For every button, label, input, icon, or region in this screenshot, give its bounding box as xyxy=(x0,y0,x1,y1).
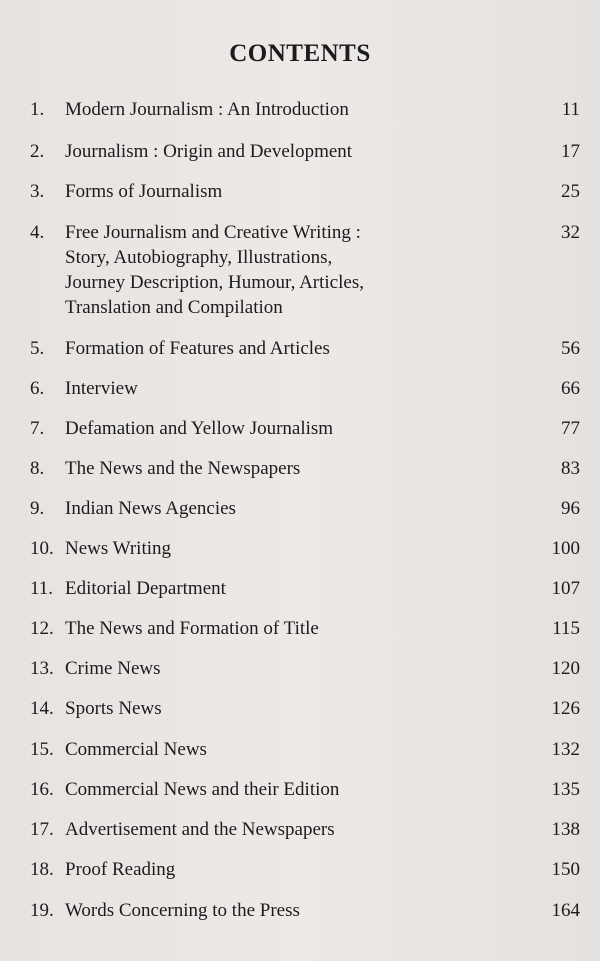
chapter-title xyxy=(65,376,465,401)
chapter-title-line: Formation of Features and Articles xyxy=(65,338,330,359)
chapter-title xyxy=(65,696,465,721)
page-title: CONTENTS xyxy=(229,40,371,67)
page-number: 120 xyxy=(551,658,580,679)
chapter-title xyxy=(65,656,465,681)
page-number: 115 xyxy=(552,618,580,639)
chapter-title-line: Journalism : Origin and Development xyxy=(65,141,353,162)
page-number: 66 xyxy=(561,378,580,399)
chapter-title-line: Editorial Department xyxy=(65,578,226,599)
chapter-number: 13. xyxy=(30,658,54,679)
chapter-number: 10. xyxy=(30,538,54,559)
chapter-title xyxy=(65,139,465,164)
chapter-title xyxy=(65,857,465,882)
chapter-number: 3. xyxy=(30,181,45,202)
chapter-number: 14. xyxy=(30,698,54,719)
page-number: 56 xyxy=(561,338,580,359)
chapter-number: 4. xyxy=(30,222,45,243)
chapter-title-line: Proof Reading xyxy=(65,859,176,880)
chapter-number: 12. xyxy=(30,618,54,639)
chapter-title xyxy=(65,97,465,122)
page-number: 17 xyxy=(561,141,580,162)
chapter-title-line: Advertisement and the Newspapers xyxy=(65,819,335,840)
chapter-title-line: Defamation and Yellow Journalism xyxy=(65,418,334,439)
chapter-title-line: Journey Description, Humour, Articles, xyxy=(65,272,364,293)
chapter-number: 1. xyxy=(30,99,45,120)
page-number: 138 xyxy=(551,819,580,840)
chapter-title xyxy=(65,496,465,521)
page-number: 100 xyxy=(551,538,580,559)
chapter-number: 6. xyxy=(30,378,45,399)
chapter-title-line: The News and the Newspapers xyxy=(65,458,301,479)
page-number: 107 xyxy=(551,578,580,599)
chapter-title-line: Modern Journalism : An Introduction xyxy=(65,99,349,120)
chapter-title xyxy=(65,737,465,762)
chapter-title-line: Forms of Journalism xyxy=(65,181,223,202)
chapter-title xyxy=(65,416,465,441)
page-number: 25 xyxy=(561,181,580,202)
chapter-number: 16. xyxy=(30,779,54,800)
page-number: 150 xyxy=(551,859,580,880)
chapter-title-line: Crime News xyxy=(65,658,161,679)
page-number: 126 xyxy=(551,698,580,719)
chapter-number: 19. xyxy=(30,900,54,921)
chapter-title xyxy=(65,179,465,204)
chapter-title xyxy=(65,616,465,641)
chapter-title xyxy=(65,456,465,481)
page-number: 32 xyxy=(561,222,580,243)
chapter-title xyxy=(65,336,465,361)
chapter-title-line: The News and Formation of Title xyxy=(65,618,319,639)
chapter-number: 8. xyxy=(30,458,45,479)
chapter-number: 5. xyxy=(30,338,45,359)
chapter-title xyxy=(65,536,465,561)
chapter-number: 7. xyxy=(30,418,45,439)
chapter-number: 17. xyxy=(30,819,54,840)
chapter-title-line: News Writing xyxy=(65,538,172,559)
chapter-number: 15. xyxy=(30,739,54,760)
page-number: 11 xyxy=(561,99,580,120)
chapter-title-line: Indian News Agencies xyxy=(65,498,236,519)
chapter-number: 2. xyxy=(30,141,45,162)
chapter-title-line: Interview xyxy=(65,378,138,399)
chapter-title-line: Free Journalism and Creative Writing : xyxy=(65,222,361,243)
page-number: 96 xyxy=(561,498,580,519)
chapter-title-line: Words Concerning to the Press xyxy=(65,900,300,921)
chapter-title-line: Story, Autobiography, Illustrations, xyxy=(65,247,333,268)
page-number: 135 xyxy=(551,779,580,800)
chapter-title xyxy=(65,777,465,802)
page-number: 164 xyxy=(551,900,580,921)
chapter-title xyxy=(65,817,465,842)
chapter-title-line: Commercial News xyxy=(65,739,207,760)
chapter-title-line: Commercial News and their Edition xyxy=(65,779,340,800)
chapter-title xyxy=(65,898,465,923)
chapter-title xyxy=(65,220,465,320)
page-number: 77 xyxy=(561,418,580,439)
chapter-number: 11. xyxy=(30,578,54,599)
chapter-title-line: Sports News xyxy=(65,698,162,719)
chapter-number: 9. xyxy=(30,498,45,519)
chapter-title xyxy=(65,576,465,601)
chapter-title-line: Translation and Compilation xyxy=(65,297,283,318)
page-number: 83 xyxy=(561,458,580,479)
page-number: 132 xyxy=(551,739,580,760)
chapter-number: 18. xyxy=(30,859,54,880)
